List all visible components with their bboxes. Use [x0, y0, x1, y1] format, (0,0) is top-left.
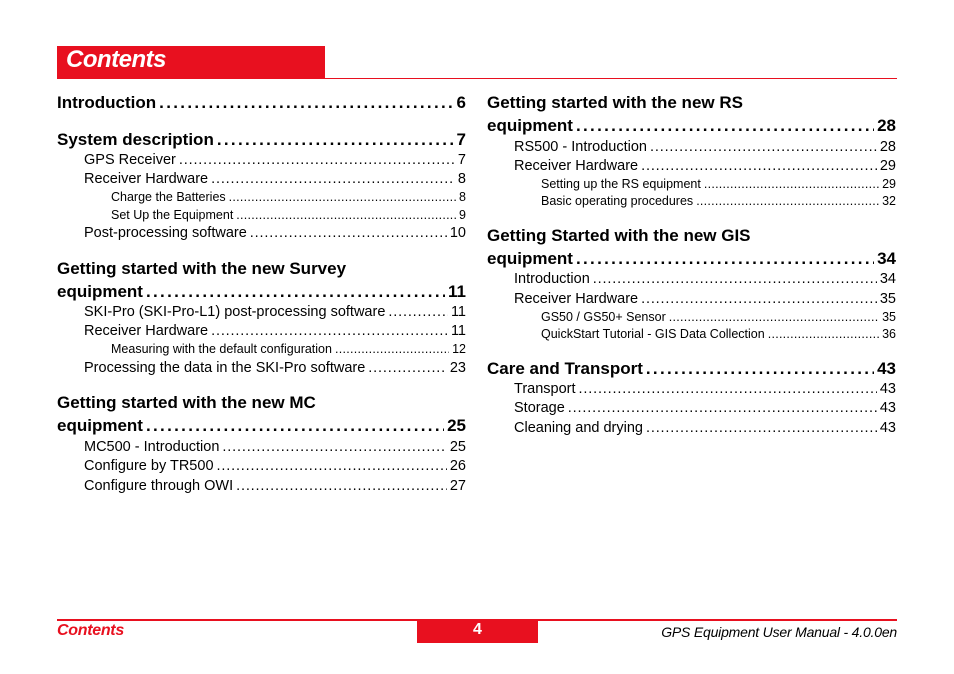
footer-manual-title: GPS Equipment User Manual - 4.0.0en [661, 624, 897, 640]
toc-entry-gis-equipment[interactable]: equipment . . . 34 [487, 249, 896, 269]
toc-entry-measuring-default[interactable]: Measuring with the default configuration . . . 12 [111, 342, 466, 356]
toc-entry-system-description[interactable]: System description . . . 7 [57, 130, 466, 150]
toc-entry-ski-pro[interactable]: SKI-Pro (SKI-Pro-L1) post-processing software . . . 11 [84, 304, 466, 320]
toc-entry-introduction[interactable]: Introduction . . . 6 [57, 93, 466, 113]
dot-leader [704, 177, 879, 191]
page-title: Contents [66, 46, 166, 73]
dot-leader [646, 420, 877, 436]
dot-leader [159, 93, 453, 113]
toc-entry-receiver-hardware-rs[interactable]: Receiver Hardware . . . 29 [514, 158, 896, 174]
dot-leader [696, 194, 879, 208]
toc-entry-mc-equipment[interactable]: equipment . . . 25 [57, 416, 466, 436]
toc-entry-survey-equipment[interactable]: equipment . . . 11 [57, 282, 466, 302]
toc-heading-mc: Getting started with the new MC [57, 393, 316, 412]
dot-leader [650, 139, 877, 155]
dot-leader [146, 416, 444, 436]
dot-leader [211, 323, 448, 339]
toc-entry-configure-owi[interactable]: Configure through OWI . . . 27 [84, 478, 466, 494]
toc-entry-basic-operating[interactable]: Basic operating procedures . . . 32 [541, 194, 896, 208]
footer-section-title: Contents [57, 622, 124, 639]
dot-leader [229, 190, 456, 204]
dot-leader [146, 282, 445, 302]
toc-heading-gis: Getting Started with the new GIS [487, 226, 751, 245]
dot-leader [179, 152, 455, 168]
dot-leader [568, 400, 877, 416]
dot-leader [217, 130, 454, 150]
toc-entry-receiver-hardware[interactable]: Receiver Hardware . . . 8 [84, 171, 466, 187]
toc-entry-gps-receiver[interactable]: GPS Receiver . . . 7 [84, 152, 466, 168]
toc-heading-survey: Getting started with the new Survey [57, 259, 347, 278]
dot-leader [768, 327, 879, 341]
toc-entry-configure-tr500[interactable]: Configure by TR500 . . . 26 [84, 458, 466, 474]
toc-entry-mc500-intro[interactable]: MC500 - Introduction . . . 25 [84, 439, 466, 455]
dot-leader [641, 158, 877, 174]
toc-entry-processing-ski-pro[interactable]: Processing the data in the SKI-Pro software . . . 23 [84, 360, 466, 376]
toc-heading-rs: Getting started with the new RS [487, 93, 743, 112]
dot-leader [222, 439, 446, 455]
toc-entry-gs50-sensor[interactable]: GS50 / GS50+ Sensor . . . 35 [541, 310, 896, 324]
dot-leader [250, 225, 447, 241]
dot-leader [593, 271, 877, 287]
dot-leader [646, 359, 874, 379]
toc-entry-care-transport[interactable]: Care and Transport . . . 43 [487, 359, 896, 379]
dot-leader [236, 478, 447, 494]
dot-leader [368, 360, 447, 376]
header-rule [57, 78, 897, 79]
dot-leader [579, 381, 877, 397]
toc-entry-charge-batteries[interactable]: Charge the Batteries . . . 8 [111, 190, 466, 204]
toc-entry-rs-equipment[interactable]: equipment . . . 28 [487, 116, 896, 136]
dot-leader [211, 171, 455, 187]
toc-entry-rs500-intro[interactable]: RS500 - Introduction . . . 28 [514, 139, 896, 155]
dot-leader [388, 304, 448, 320]
dot-leader [236, 208, 456, 222]
dot-leader [335, 342, 449, 356]
toc-entry-set-up-equipment[interactable]: Set Up the Equipment . . . 9 [111, 208, 466, 222]
toc-entry-transport[interactable]: Transport . . . 43 [514, 381, 896, 397]
toc-entry-receiver-hardware-gis[interactable]: Receiver Hardware . . . 35 [514, 291, 896, 307]
toc-entry-post-processing[interactable]: Post-processing software . . . 10 [84, 225, 466, 241]
toc-entry-receiver-hardware-survey[interactable]: Receiver Hardware . . . 11 [84, 323, 466, 339]
dot-leader [641, 291, 877, 307]
dot-leader [217, 458, 447, 474]
dot-leader [576, 116, 874, 136]
footer-page-number: 4 [417, 621, 538, 643]
toc-entry-setting-up-rs[interactable]: Setting up the RS equipment . . . 29 [541, 177, 896, 191]
toc-entry-storage[interactable]: Storage . . . 43 [514, 400, 896, 416]
toc-entry-cleaning-drying[interactable]: Cleaning and drying . . . 43 [514, 420, 896, 436]
toc-entry-quickstart-gis[interactable]: QuickStart Tutorial - GIS Data Collection . . . 36 [541, 327, 896, 341]
dot-leader [669, 310, 879, 324]
dot-leader [576, 249, 874, 269]
toc-entry-gis-introduction[interactable]: Introduction . . . 34 [514, 271, 896, 287]
